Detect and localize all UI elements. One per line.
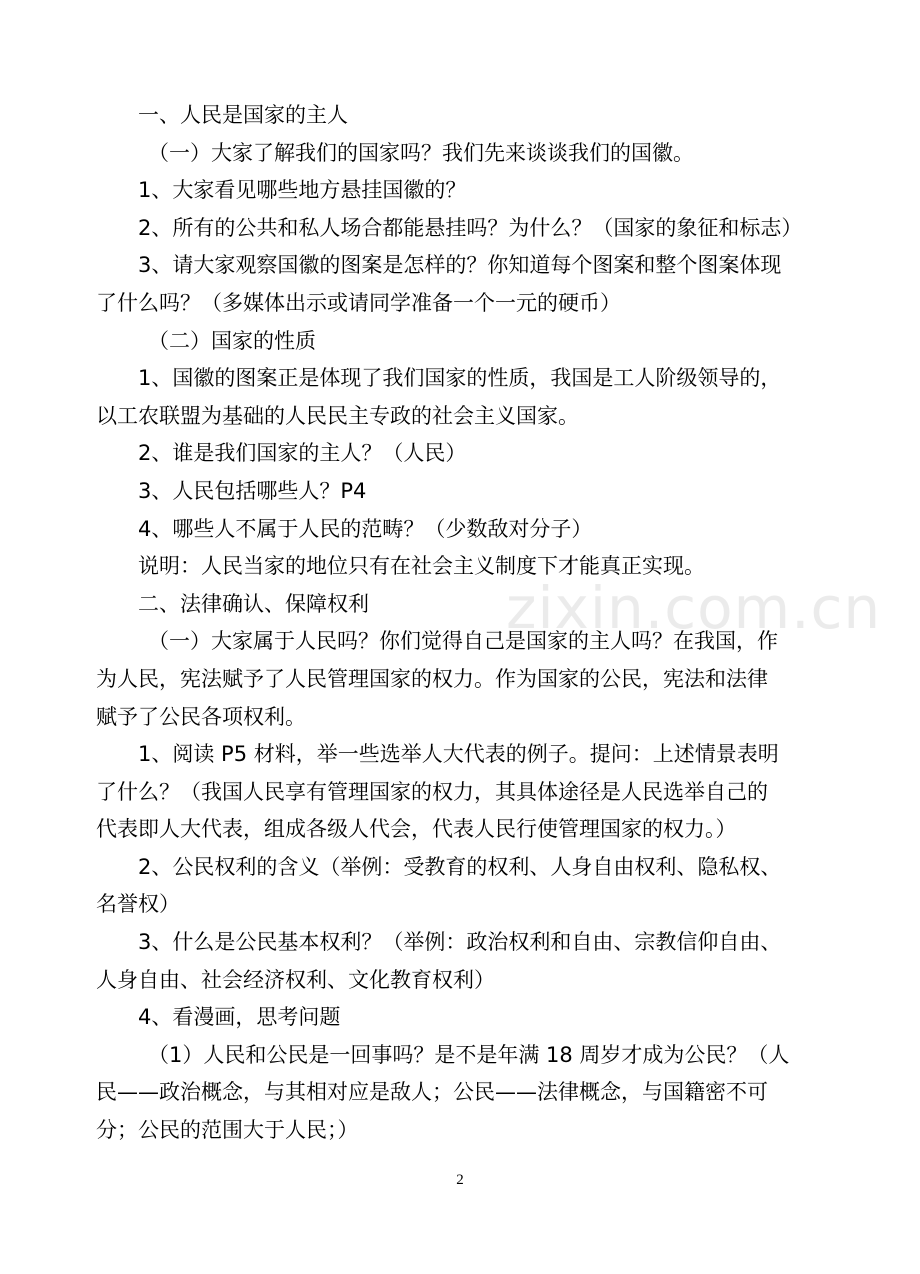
watermark: zixin.com.cn [506,574,882,642]
paragraph-line: 3、请大家观察国徽的图案是怎样的？你知道每个图案和整个图案体现 [138,253,782,278]
paragraph-line: 2、谁是我们国家的主人？（人民） [138,441,467,466]
section-heading-2: 二、法律确认、保障权利 [138,591,369,616]
paragraph-line: 为人民，宪法赋予了人民管理国家的权力。作为国家的公民，宪法和法律 [96,666,768,691]
paragraph-line: 1、大家看见哪些地方悬挂国徽的？ [138,178,467,203]
paragraph-line: 4、看漫画，思考问题 [138,1005,341,1030]
paragraph-line: 2、所有的公共和私人场合都能悬挂吗？为什么？（国家的象征和标志） [138,215,803,240]
paragraph-line: 人身自由、社会经济权利、文化教育权利） [96,967,495,992]
paragraph-line: 民——政治概念，与其相对应是敌人；公民——法律概念，与国籍密不可 [96,1080,768,1105]
subsection-heading: （二）国家的性质 [148,328,316,353]
paragraph-line: 3、什么是公民基本权利？（举例：政治权利和自由、宗教信仰自由、 [138,930,782,955]
section-heading-1: 一、人民是国家的主人 [138,103,348,127]
page-number: 2 [456,1172,464,1188]
paragraph-line: 说明：人民当家的地位只有在社会主义制度下才能真正实现。 [138,554,705,579]
subsection-heading: （一）大家属于人民吗？你们觉得自己是国家的主人吗？在我国，作 [148,629,778,654]
paragraph-line: 了什么吗？（多媒体出示或请同学准备一个一元的硬币） [96,290,621,315]
paragraph-line: 了什么？（我国人民享有管理国家的权力，其具体途径是人民选举自己的 [96,779,768,804]
paragraph-line: 3、人民包括哪些人？P4 [138,478,367,503]
paragraph-line: （1）人民和公民是一回事吗？是不是年满 18 周岁才成为公民？（人 [148,1042,790,1067]
paragraph-line: 分；公民的范围大于人民；） [96,1118,359,1143]
paragraph-line: 代表即人大代表，组成各级人代会，代表人民行使管理国家的权力。） [96,817,737,842]
paragraph-line: 赋予了公民各项权利。 [96,704,306,729]
paragraph-line: 2、公民权利的含义（举例：受教育的权利、人身自由权利、隐私权、 [138,854,782,879]
paragraph-line: 以工农联盟为基础的人民民主专政的社会主义国家。 [96,403,579,428]
paragraph-line: 1、国徽的图案正是体现了我们国家的性质，我国是工人阶级领导的， [138,366,782,391]
subsection-heading: （一）大家了解我们的国家吗？我们先来谈谈我们的国徽。 [148,140,694,165]
paragraph-line: 1、阅读 P5 材料，举一些选举人大代表的例子。提问：上述情景表明 [138,742,779,767]
paragraph-line: 4、哪些人不属于人民的范畴？（少数敌对分子） [138,516,593,541]
paragraph-line: 名誉权） [96,892,180,917]
document-body [96,97,844,1150]
